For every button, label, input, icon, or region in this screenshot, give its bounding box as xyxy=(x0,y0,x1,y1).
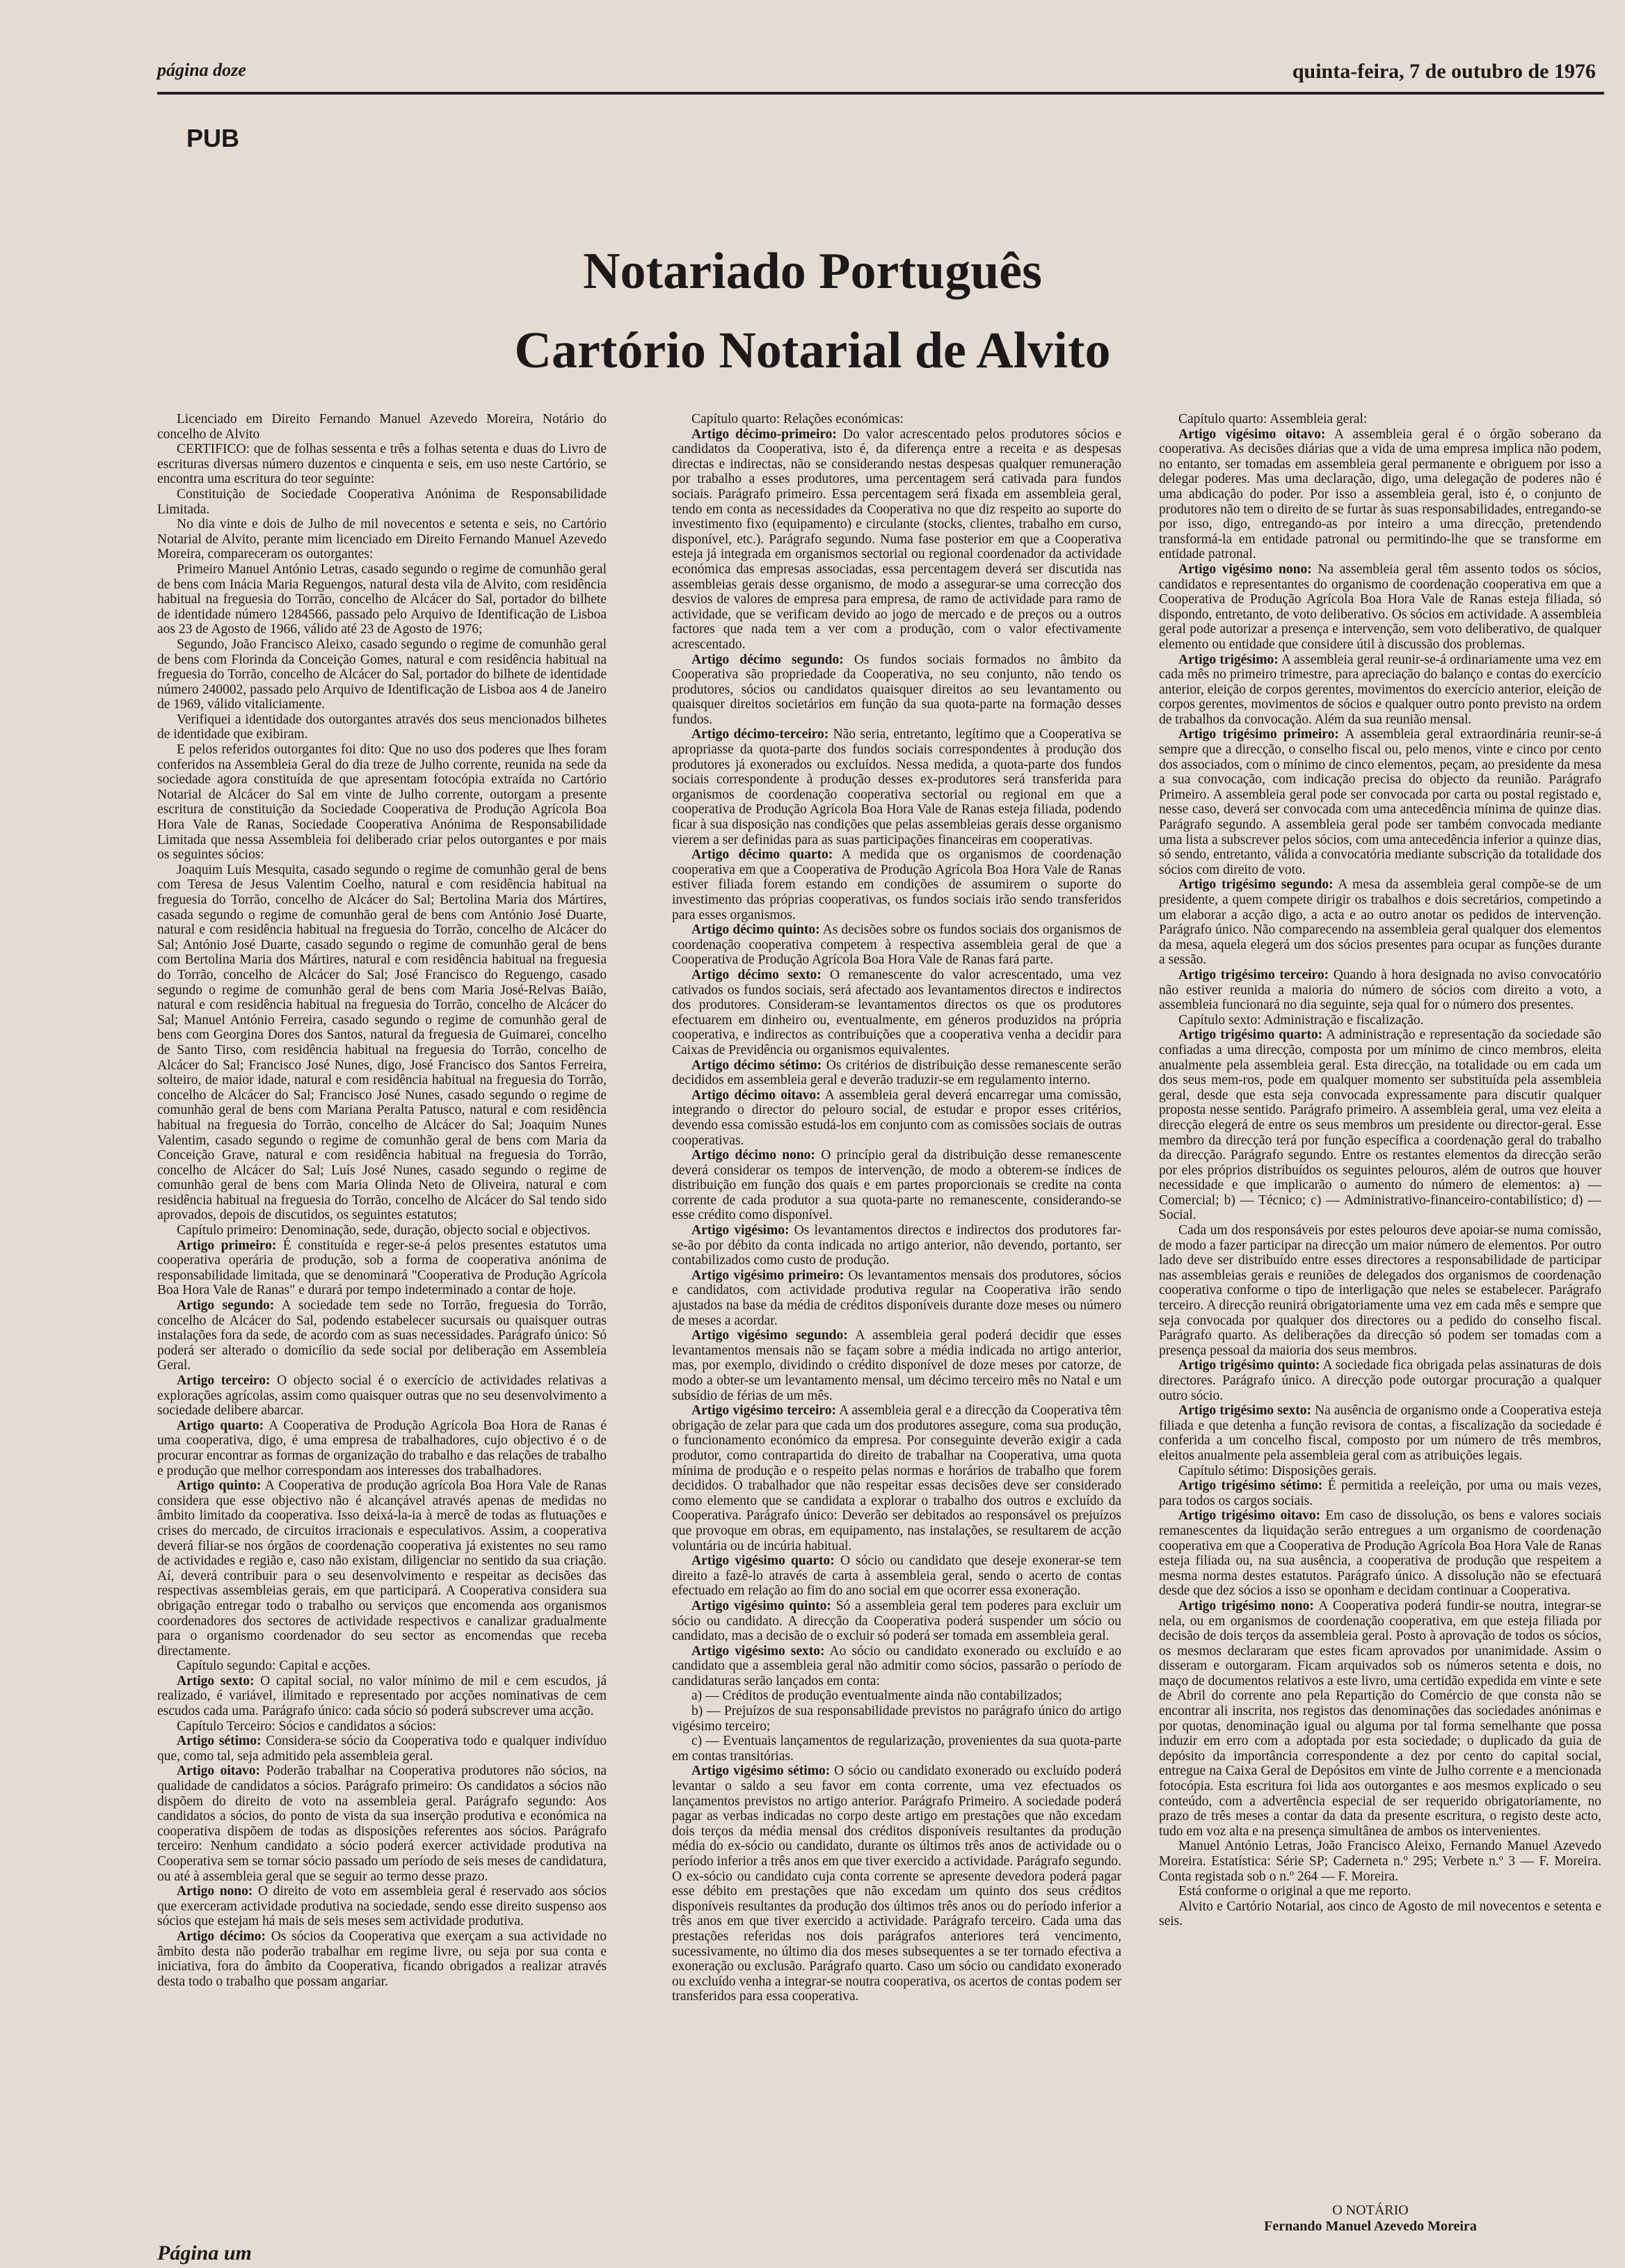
paragraph xyxy=(157,517,607,562)
paragraph-text: As decisões sobre os fundos sociais dos organismos de coordenação cooperativa competem à respectiva assembleia geral de que a Cooperativa de Produção Agrícola Boa Hora Vale de Ranas fará parte. xyxy=(672,923,1121,968)
paragraph-text: Os sócios da Cooperativa que exerçam a sua actividade no âmbito desta não poderão trabalhar em regime livre, ou seja por sua conta e iniciativa, fora do âmbito da Cooperativa, ficando obrigados a realizar através desta todo o trabalho que possam angariar. xyxy=(157,1928,607,1989)
paragraph xyxy=(157,1764,607,1884)
paragraph-text: A sociedade fica obrigada pelas assinaturas de dois directores. Parágrafo único. A direcção pode outorgar procuração a qualquer outro sócio. xyxy=(1159,1358,1601,1403)
paragraph-text: Capítulo primeiro: Denominação, sede, duração, objecto social e objectivos. xyxy=(177,1223,591,1238)
article-label: Artigo trigésimo sétimo: xyxy=(1178,1478,1323,1494)
article-label: Artigo trigésimo quinto: xyxy=(1178,1358,1320,1373)
paragraph-text: Poderão trabalhar na Cooperativa produtores não sócios, na qualidade de candidatos a sócios. Parágrafo primeiro: Os candidatos a sócios não dispõem do direito de voto na assembleia geral. Parágrafo segundo: Aos candidatos a sócios, do ponto de vista da sua inserção produtiva e económica na cooperativa dispõem de todas as disposições referentes aos sócios. Parágrafo terceiro: Nenhum candidato a sócio poderá exercer actividade produtiva na Cooperativa sem se tornar sócio passado um período de seis meses de candidatura, ou até à assembleia geral que se seguir ao termo desse prazo. xyxy=(157,1764,607,1884)
paragraph-text: A assembleia geral deverá encarregar uma comissão, integrando o director do pelouro social, de estudar e propor esses critérios, devendo essa comissão estudá-los em conjunto com as comissões sociais de outras cooperativas. xyxy=(672,1087,1121,1148)
paragraph-text: Cada um dos responsáveis por estes pelouros deve apoiar-se numa comissão, de modo a fazer participar na direcção um maior número de elementos. Por outro lado deve ser distribuído entre esses directores a responsabilidade de participar nas assembleias gerais e reuniões de delegados dos organismos de coordenação cooperativa conforme o tipo de interligação que neles se estabelecer. Parágrafo terceiro. A direcção reunirá obrigatoriamente uma vez em cada mês e sempre que seja convocada por qualquer dos directores ou a pedido do conselho fiscal. Parágrafo quarto. As deliberações da direcção só podem ser tomadas com a presença pessoal da maioria dos seus membros. xyxy=(1159,1223,1601,1358)
paragraph xyxy=(672,1403,1121,1554)
paragraph-text: O direito de voto em assembleia geral é reservado aos sócios que exerceram actividade produtiva na sociedade, sendo esse direito suspenso aos sócios que estejam há mais de seis meses sem actividade produtiva. xyxy=(157,1884,607,1929)
paragraph xyxy=(157,442,607,487)
paragraph-text: Licenciado em Direito Fernando Manuel Azevedo Moreira, Notário do concelho de Alvito xyxy=(157,412,607,442)
paragraph xyxy=(1159,1839,1601,1884)
paragraph xyxy=(157,1238,607,1298)
paragraph xyxy=(157,1674,607,1719)
paragraph-text: Considera-se sócio da Cooperativa todo e qualquer indivíduo que, como tal, seja admitido pela assembleia geral. xyxy=(157,1734,607,1764)
paragraph-text: A medida que os organismos de coordenação cooperativa em que a Cooperativa de Produção Agrícola Boa Hora Vale de Ranas estiver filiada forem estando em condições de assumirem o suporte do investimento das próprias cooperativas, os fundos sociais irão sendo transferidos para esses organismos. xyxy=(672,847,1121,923)
article-label: Artigo vigésimo segundo: xyxy=(691,1328,848,1343)
article-label: Artigo segundo: xyxy=(177,1298,275,1313)
paragraph-text: O sócio ou candidato que deseje exonerar-se tem direito a fazê-lo através de carta à assembleia geral, sendo o acerto de contas efectuado em relação ao fim do ano social em que ocorrer essa exoneração. xyxy=(672,1554,1121,1599)
paragraph xyxy=(672,923,1121,968)
article-label: Artigo décimo: xyxy=(177,1928,266,1944)
paragraph xyxy=(157,1298,607,1373)
article-label: Artigo décimo quarto: xyxy=(691,847,833,863)
article-label: Artigo vigésimo sexto: xyxy=(691,1643,825,1659)
paragraph xyxy=(672,1764,1121,2004)
article-label: Artigo vigésimo sétimo: xyxy=(691,1764,831,1779)
paragraph-text: É permitida a reeleição, por uma ou mais vezes, para todos os cargos sociais. xyxy=(1159,1478,1601,1508)
article-label: Artigo vigésimo oitavo: xyxy=(1178,426,1326,442)
paragraph xyxy=(157,1734,607,1764)
paragraph xyxy=(157,742,607,863)
paragraph xyxy=(157,637,607,712)
article-label: Artigo décimo oitavo: xyxy=(691,1087,821,1103)
paragraph-text: Não seria, entretanto, legítimo que a Cooperativa se apropriasse da quota-parte dos fundos sociais correspondentes à produção dos produtores já exonerados ou excluídos. Nessa medida, a quota-parte dos fundos sociais correspondente à produção desses ex-produtores será transferida para organismos de coordenação cooperativa sectorial ou regional em que a cooperativa de Produção Agrícola Boa Hora Vale de Ranas esteja filiada, podendo ficar à sua disposição nas condições que pelas assembleias gerais desse organismo vierem a ser definidas para as suas participações financeiras em cooperativas. xyxy=(672,727,1121,847)
paragraph-text: Verifiquei a identidade dos outorgantes através dos seus mencionados bilhetes de identidade que exibiram. xyxy=(157,712,607,742)
paragraph-text: A sociedade tem sede no Torrão, freguesia do Torrão, concelho de Alcácer do Sal, podendo estabelecer sucursais ou quaisquer outras instalações fora da sede, de acordo com as suas necessidades. Parágrafo único: Só poderá ser alterado o domicílio da sede social por deliberação em Assembleia Geral. xyxy=(157,1298,607,1373)
paragraph-text: A mesa da assembleia geral compõe-se de um presidente, a quem compete dirigir os trabalhos e dois secretários, competindo a um elaborar a acção digo, a acta e ao outro anotar os pedidos de intervenção. Parágrafo único. Não comparecendo na assembleia geral qualquer dos elementos da mesa, aquela elegerá um dos sócios presentes para ocupar as funções durante a sessão. xyxy=(1159,877,1601,968)
signature-block xyxy=(1224,2203,1516,2235)
signature-title: O NOTÁRIO xyxy=(1332,2203,1409,2218)
paragraph-text: a) — Créditos de produção eventualmente ainda não contabilizados; xyxy=(691,1688,1062,1704)
section-tag: PUB xyxy=(186,124,240,152)
paragraph-text: A Cooperativa de Produção Agrícola Boa Hora de Ranas é uma cooperativa, digo, é uma empresa de trabalhadores, cujo objectivo é o de procurar encontrar as formas de organização do trabalho e das relações de trabalho e produção que melhor correspondam aos interesses dos trabalhadores. xyxy=(157,1418,607,1478)
paragraph xyxy=(672,412,1121,427)
paragraph xyxy=(1159,968,1601,1013)
article-label: Artigo décimo sexto: xyxy=(691,967,822,982)
paragraph xyxy=(157,562,607,637)
paragraph xyxy=(672,1734,1121,1764)
paragraph xyxy=(1159,1028,1601,1223)
paragraph-text: O princípio geral da distribuição desse remanescente deverá considerar os tempos de intervenção, de modo a obterem-se índices de distribuição em função dos quais e em partes proporcionais se credite na conta corrente de cada produtor a sua quota-parte no remanescente, considerando-se esse crédito como disponível. xyxy=(672,1148,1121,1223)
article-label: Artigo décimo quinto: xyxy=(691,923,820,938)
paragraph xyxy=(672,1554,1121,1599)
paragraph xyxy=(1159,1478,1601,1508)
paragraph-text: O objecto social é o exercício de actividades relativas a explorações agrícolas, assim como quaisquer outras que no seu desenvolvimento a sociedade delibere abarcar. xyxy=(157,1373,607,1419)
article-label: Artigo vigésimo terceiro: xyxy=(691,1403,836,1419)
paragraph xyxy=(672,1223,1121,1268)
issue-date: quinta-feira, 7 de outubro de 1976 xyxy=(1292,60,1596,83)
paragraph xyxy=(672,1148,1121,1223)
paragraph-text: Constituição de Sociedade Cooperativa Anónima de Responsabilidade Limitada. xyxy=(157,486,607,517)
paragraph xyxy=(1159,653,1601,728)
article-label: Artigo primeiro: xyxy=(177,1238,277,1253)
paragraph xyxy=(672,968,1121,1058)
article-label: Artigo vigésimo: xyxy=(691,1223,790,1238)
page-label: página doze xyxy=(157,60,246,80)
paragraph-text: Na assembleia geral têm assento todos os sócios, candidatos e representantes do organismo de coordenação cooperativa em que a Cooperativa de Produção Agrícola Boa Hora Vale de Ranas esteja filiada, só dispondo, entretanto, de voto deliberativo. Os sócios em actividade. A assembleia geral pode autorizar a presença e intervenção, sem voto deliberativo, de qualquer elemento ou entidade que considere útil à discussão dos problemas. xyxy=(1159,561,1601,652)
paragraph-text: A Cooperativa poderá fundir-se noutra, integrar-se nela, ou em organismos de coordenação cooperativa, em que esteja filiada por decisão de dois terços da assembleia geral. Posto à aprovação de todos os sócios, os mesmos declararam que estes ficam aprovados por unanimidade. Assim o disseram e outorgaram. Ficam arquivados sob os números setenta e dois, no maço de documentos relativos a este livro, uma certidão expedida em vinte e sete de Abril do corrente ano pela Repartição do Comércio de que consta não se encontrar ali inscrita, nos registos das denominações das sociedades anónimas e por quotas, denominação igual ou alguma por tal forma semelhante que possa induzir em erro com a adoptada por esta sociedade; o duplicado da guia de depósito da importância correspondente a dez por cento do capital social, entregue na Caixa Geral de Depósitos em vinte de Julho corrente e a mencionada fotocópia. Esta escritura foi lida aos outorgantes e aos mesmos explicado o seu conteúdo, com a advertência especial de ser requerido obrigatoriamente, no prazo de três meses a contar da data da presente escritura, o registo deste acto, tudo em voz alta e na presença simultânea de ambos os intervenientes. xyxy=(1159,1598,1601,1839)
paragraph xyxy=(157,1659,607,1674)
article-label: Artigo trigésimo oitavo: xyxy=(1178,1508,1321,1524)
paragraph-text: Na ausência de organismo onde a Cooperativa esteja filiada e que detenha a função revisora de contas, a fiscalização da sociedade é conferida a um concelho fiscal, composto por um número de três membros, eleitos anualmente pela assembleia geral com as atribuições legais. xyxy=(1159,1403,1601,1463)
paragraph-text: O remanescente do valor acrescentado, uma vez cativados os fundos sociais, será afectado aos levantamentos directos e indirectos dos produtores. Consideram-se levantamentos directos os que os produtores efectuarem em dinheiro ou, eventualmente, em géneros produzidos na própria cooperativa, e indirectos as contribuições que a cooperativa venha a decidir para Caixas de Previdência ou organismos equivalentes. xyxy=(672,967,1121,1057)
paragraph xyxy=(1159,1223,1601,1358)
paragraph xyxy=(157,1884,607,1929)
paragraph xyxy=(672,427,1121,653)
paragraph-text: A assembleia geral é o órgão soberano da cooperativa. As decisões diárias que a vida de uma empresa implica não podem, no entanto, ser tomadas em assembleia geral permanente e obriguem por isso a delegar poderes. Mas uma declaração, digo, uma delegação de poderes não é uma abdicação do poder. Por isso a assembleia geral, isto é, o conjunto de produtores não tem o direito de se furtar às suas responsabilidades, entregando-se por isso, digo, entregando-as por inteiro a uma direcção, pretendendo transformá-la em entidade patronal ou permitindo-lhe que se transforme em entidade patronal. xyxy=(1159,426,1601,562)
paragraph xyxy=(672,1704,1121,1734)
paragraph-text: Quando à hora designada no aviso convocatório não estiver reunida a maioria do número de sócios com direito a voto, a assembleia funcionará no dia seguinte, seja qual for o número dos presentes. xyxy=(1159,967,1601,1013)
article-label: Artigo trigésimo: xyxy=(1178,652,1279,667)
article-label: Artigo trigésimo nono: xyxy=(1178,1598,1314,1613)
paragraph-text: Capítulo sétimo: Disposições gerais. xyxy=(1178,1463,1377,1478)
paragraph xyxy=(157,1929,607,1989)
paragraph-text: CERTIFICO: que de folhas sessenta e três a folhas setenta e duas do Livro de escrituras diversas número duzentos e cinquenta e seis, em uso neste Cartório, se encontra uma escritura do teor seguinte: xyxy=(157,442,607,487)
paragraph xyxy=(1159,1884,1601,1899)
paragraph xyxy=(672,1599,1121,1644)
paragraph xyxy=(672,727,1121,847)
paragraph-text: A assembleia geral extraordinária reunir-se-á sempre que a direcção, o conselho fiscal ou, pelo menos, vinte e cinco por cento dos associados, com o mínimo de cinco elementos, peçam, ao presidente da mesa a sua convocação, com indicação precisa do objecto da reunião. Parágrafo Primeiro. A assembleia geral pode ser convocada por carta ou postal registado e, nesse caso, deverá ser convocada com uma antecedência mínima de quinze dias. Parágrafo segundo. A assembleia geral pode ser também convocada mediante uma lista a subscrever pelos sócios, com uma antecedência inferior a quinze dias, só sendo, entretanto, válida a convocatória mediante subscrição da totalidade dos sócios com direito de voto. xyxy=(1159,727,1601,877)
paragraph-text: A assembleia geral e a direcção da Cooperativa têm obrigação de zelar para que cada um dos produtores assegure, coma sua produção, o funcionamento económico da empresa. Por conseguinte deverão exigir a cada produtor, como contrapartida do direito de trabalhar na Cooperativa, uma quota mínima de produção e o respeito pelas normas e horários de trabalho que forem decididos. O trabalhador que não respeitar essas decisões deve ser considerado como elemento que se candidata a explorar o trabalho dos outros e excluído da Cooperativa. Parágrafo único: Deverão ser debitados ao responsável os prejuízos que provoque em obras, em equipamento, nas instalações, se resultarem de acção voluntária ou de incúria habitual. xyxy=(672,1403,1121,1554)
paragraph-text: A assembleia geral reunir-se-á ordinariamente uma vez em cada mês no primeiro trimestre, para apreciação do balanço e contas do exercício anterior, eleição de corpos gerentes, movimentos do exercício anterior, eleição de corpos gerentes, movimentos de sócios e qualquer outro ponto previsto na ordem de trabalhos da convocação. Além da sua reunião mensal. xyxy=(1159,652,1601,727)
article-label: Artigo nono: xyxy=(177,1884,253,1899)
paragraph xyxy=(157,412,607,442)
text-column-1 xyxy=(157,412,607,2235)
paragraph xyxy=(1159,427,1601,562)
paragraph xyxy=(157,1419,607,1478)
article-label: Artigo trigésimo sexto: xyxy=(1178,1403,1311,1419)
paragraph-text: Em caso de dissolução, os bens e valores sociais remanescentes da liquidação serão entregues a um organismo de coordenação cooperativa em que a Cooperativa de Produção Agrícola Boa Hora Vale de Ranas esteja filiada ou, na sua ausência, a cooperativa de produção que respeitem a mesma norma destes estatutos. Parágrafo único. A dissolução não se efectuará desde que dez sócios a isso se oponham e decidam continuar a Cooperativa. xyxy=(1159,1508,1601,1599)
paragraph xyxy=(672,1644,1121,1689)
footer-label: Página um xyxy=(157,2242,252,2265)
article-label: Artigo oitavo: xyxy=(177,1764,260,1779)
paragraph-text: Está conforme o original a que me reporto. xyxy=(1178,1884,1411,1899)
paragraph-text: E pelos referidos outorgantes foi dito: Que no uso dos poderes que lhes foram conferidos na Assembleia Geral do dia treze de Julho corrente, reunida na sede da sociedade agora constituída de que apresentam fotocópia extraída no Cartório Notarial de Alcácer do Sal em vinte de Julho corrente, outorgam a presente escritura de constituição da Sociedade Cooperativa de Produção Agrícola Boa Hora Vale de Ranas, Sociedade Cooperativa Anónima de Responsabilidade Limitada que nessa Assembleia foi deliberado criar pelos outorgantes e por mais os seguintes sócios: xyxy=(157,742,607,863)
article-label: Artigo sexto: xyxy=(177,1673,255,1688)
paragraph xyxy=(157,1719,607,1734)
paragraph xyxy=(672,1328,1121,1403)
paragraph-text: Capítulo quarto: Relações económicas: xyxy=(691,412,904,426)
text-column-3 xyxy=(1159,412,1601,1928)
paragraph xyxy=(1159,1508,1601,1599)
paragraph xyxy=(1159,562,1601,653)
paragraph xyxy=(1159,1358,1601,1403)
paragraph xyxy=(157,863,607,1223)
article-label: Artigo vigésimo quarto: xyxy=(691,1554,835,1569)
paragraph xyxy=(157,487,607,517)
article-label: Artigo vigésimo quinto: xyxy=(691,1598,831,1613)
paragraph-text: Capítulo segundo: Capital e acções. xyxy=(177,1659,371,1674)
article-label: Artigo vigésimo nono: xyxy=(1178,561,1312,577)
paragraph xyxy=(1159,1599,1601,1839)
paragraph-text: Capítulo Terceiro: Sócios e candidatos a sócios: xyxy=(177,1718,437,1734)
paragraph xyxy=(672,1088,1121,1148)
paragraph xyxy=(672,1268,1121,1328)
paragraph xyxy=(157,1478,607,1659)
paragraph xyxy=(672,1688,1121,1704)
paragraph xyxy=(157,712,607,742)
paragraph xyxy=(1159,1899,1601,1928)
paragraph-text: O sócio ou candidato exonerado ou excluído poderá levantar o saldo a seu favor em conta corrente, uma vez efectuados os lançamentos previstos no artigo anterior. Parágrafo Primeiro. A sociedade poderá pagar as verbas indicadas no corpo deste artigo em prestações que não excedam dois terços da média mensal dos créditos disponíveis resultantes da produção média do ex-sócio ou candidato, durante os últimos três anos de actividade ou o período inferior a três anos em que tiver exercido a actividade. Parágrafo segundo. O ex-sócio ou candidato cuja conta corrente se apresente devedora poderá pagar esse débito em prestações que não excedam um quinto dos seus créditos disponíveis resultantes da produção dos últimos três anos ou do período inferior a três anos em que tiver exercido a actividade. Parágrafo terceiro. Cada uma das prestações referidas nos dois parágrafos anteriores terá vencimento, sucessivamente, no último dia dos meses subsequentes a se ter tornado efectiva a exoneração ou exclusão. Parágrafo quarto. Caso um sócio ou candidato exonerado ou excluído venha a integrar-se noutra cooperativa, os acertos de contas podem ser transferidos para essa cooperativa. xyxy=(672,1764,1121,2004)
article-label: Artigo trigésimo terceiro: xyxy=(1178,967,1329,982)
article-label: Artigo décimo nono: xyxy=(691,1148,815,1163)
header-rule xyxy=(157,92,1604,95)
paragraph xyxy=(672,1058,1121,1088)
paragraph xyxy=(1159,412,1601,427)
paragraph-text: Os critérios de distribuição desse remanescente serão decididos em assembleia geral e deverão traduzir-se em regulamento interno. xyxy=(672,1057,1121,1088)
article-label: Artigo trigésimo segundo: xyxy=(1178,877,1334,893)
paragraph-text: Só a assembleia geral tem poderes para excluir um sócio ou candidato. A direcção da Cooperativa poderá suspender um sócio ou candidato, mas a decisão de o excluir só poderá ser tomada em assembleia geral. xyxy=(672,1598,1121,1644)
paragraph xyxy=(1159,1403,1601,1463)
paragraph-text: Segundo, João Francisco Aleixo, casado segundo o regime de comunhão geral de bens com Florinda da Conceição Gomes, natural e com residência habitual na freguesia do Torrão, concelho de Alcácer do Sal, portador do bilhete de identidade número 240002, passado pelo Arquivo de Identificação de Lisboa aos 4 de Janeiro de 1969, válido vitaliciamente. xyxy=(157,637,607,712)
article-label: Artigo quinto: xyxy=(177,1478,262,1494)
paragraph-text: O capital social, no valor mínimo de mil e cem escudos, já realizado, é variável, ilimitado e representado por acções nominativas de cem escudos cada uma. Parágrafo único: cada sócio só poderá subscrever uma acção. xyxy=(157,1673,607,1719)
paragraph xyxy=(1159,1464,1601,1479)
paragraph xyxy=(157,1223,607,1238)
paragraph-text: Alvito e Cartório Notarial, aos cinco de Agosto de mil novecentos e setenta e seis. xyxy=(1159,1899,1601,1928)
signature-name: Fernando Manuel Azevedo Moreira xyxy=(1264,2219,1477,2234)
article-label: Artigo vigésimo primeiro: xyxy=(691,1268,844,1283)
paragraph xyxy=(672,653,1121,728)
article-label: Artigo terceiro: xyxy=(177,1373,271,1388)
article-label: Artigo décimo sétimo: xyxy=(691,1057,822,1073)
paragraph-text: Primeiro Manuel António Letras, casado segundo o regime de comunhão geral de bens com Inácia Maria Reguengos, natural desta vila de Alvito, com residência habitual na freguesia do Torrão, concelho de Alcácer do Sal, portador do bilhete de identidade número 1284566, passado pelo Arquivo de Identificação de Lisboa aos 23 de Agosto de 1966, válido até 23 de Agosto de 1976; xyxy=(157,561,607,637)
paragraph-text: É constituída e reger-se-á pelos presentes estatutos uma cooperativa operária de produção, sob a forma de cooperativa anónima de responsabilidade limitada, que se denominará "Cooperativa de Produção Agrícola Boa Hora Vale de Ranas" e durará por tempo indeterminado a contar de hoje. xyxy=(157,1238,607,1298)
paragraph-text: A Cooperativa de produção agrícola Boa Hora Vale de Ranas considera que esse objectivo não é alcançável através apenas de medidas no âmbito limitado da cooperativa. Isso deixá-la-ia à mercê de todas as flutuações e crises do mercado, de circuitos irracionais e especulativos. Assim, a cooperativa deverá filiar-se nos órgãos de coordenação cooperativa já existentes no seu ramo de actividades e região e, caso não existam, diligenciar no sentido da sua criação. Aí, deverá contribuir para o seu desenvolvimento e respeitar as decisões das respectivas assembleias gerais, em que participará. A Cooperativa considera sua obrigação entregar todo o trabalho ou serviços que encomenda aos organismos coordenadores dos sectores de actividade respectivos e canalizar gradualmente para o organismo coordenador do seu sector as encomendas que receba directamente. xyxy=(157,1478,607,1659)
page-title: Notariado Português xyxy=(583,243,1042,300)
paragraph-text: Do valor acrescentado pelos produtores sócios e candidatos da Cooperativa, isto é, da diferença entre a receita e as despesas directas e indirectas, não se considerando nestas despesas qualquer remuneração por trabalho a esses produtores, uma percentagem será cativada para fundos sociais. Parágrafo primeiro. Essa percentagem será fixada em assembleia geral, tendo em conta as necessidades da Cooperativa no que diz respeito ao suporte do investimento fixo (equipamento) e circulante (stocks, clientes, trabalho em curso, disponível, etc.). Parágrafo segundo. Numa fase posterior em que a Cooperativa esteja já integrada em organismos sectorial ou regional coordenador da actividade económica das empresas associadas, essa percentagem deverá ser discutida nas assembleias gerais desse organismo, de modo a assegurar-se uma correcção dos desvios de valores de empresa para empresa, de ramo de actividade para ramo de actividade, que se verificam devido ao jogo de mercado e de preços ou a outros factores que nada tem a ver com a produção, com o valor efectivamente acrescentado. xyxy=(672,426,1121,652)
paragraph-text: Os levantamentos directos e indirectos dos produtores far-se-ão por débito da conta indicada no artigo anterior, não devendo, portanto, ser contabilizados como custo de produção. xyxy=(672,1223,1121,1268)
paragraph-text: Joaquim Luís Mesquita, casado segundo o regime de comunhão geral de bens com Teresa de Jesus Valentim Coelho, natural e com residência habitual na freguesia do Torrão, concelho de Alcácer do Sal; Bertolina Maria dos Mártires, casada segundo o regime de comunhão geral de bens com António José Duarte, natural e com residência habitual na freguesia do Torrão, concelho de Alcácer do Sal; António José Duarte, casado segundo o regime de comunhão geral de bens com Bertolina Maria dos Mártires, natural e com residência habitual na freguesia do Torrão, concelho de Alcácer do Sal; José Francisco do Reguengo, casado segundo o regime de comunhão geral de bens com Maria José-Relvas Baião, natural e com residência habitual na freguesia do Torrão, concelho de Alcácer do Sal; Manuel António Ferreira, casado segundo o regime de comunhão geral de bens com Georgina Dores dos Santos, natural da freguesia de Guimarei, concelho de Santo Tirso, com residência habitual na freguesia do Torrão, concelho de Alcácer do Sal; Francisco José Nunes, digo, José Francisco dos Santos Ferreira, solteiro, de maior idade, natural e com residência habitual na freguesia do Torrão, concelho de Alcácer do Sal; Francisco José Nunes, casado segundo o regime de comunhão geral de bens com Mariana Peralta Patusco, natural e com residência habitual na freguesia do Torrão, concelho de Alcácer do Sal; Joaquim Nunes Valentim, casado segundo o regime de comunhão geral de bens com Maria da Conceição Grave, natural e com residência habitual na freguesia do Torrão, concelho de Alcácer do Sal; Luís José Nunes, casado segundo o regime de comunhão geral de bens com Maria Olinda Neto de Oliveira, natural e com residência habitual na freguesia do Torrão, concelho de Alcácer do Sal tendo sido aprovados, depois de discutidos, os seguintes estatutos; xyxy=(157,862,607,1223)
article-label: Artigo décimo-terceiro: xyxy=(691,727,829,742)
article-label: Artigo quarto: xyxy=(177,1418,264,1433)
paragraph-text: Os levantamentos mensais dos produtores, sócios e candidatos, com actividade produtiva regular na Cooperativa irão sendo ajustados na base da média de créditos disponíveis durante doze meses ou número de meses a acordar. xyxy=(672,1268,1121,1328)
article-label: Artigo décimo-primeiro: xyxy=(691,426,837,442)
article-label: Artigo sétimo: xyxy=(177,1734,262,1749)
paragraph-text: A administração e representação da sociedade são confiadas a uma direcção, composta por um mínimo de cinco membros, eleita anualmente pela assembleia geral. Esta direcção, na totalidade ou em cada um dos seus mem-ros, pode em qualquer momento ser substituída pela assembleia geral, desde que esta seja convocada expressamente para discutir qualquer proposta nesse sentido. Parágrafo primeiro. A assembleia geral, uma vez eleita a direcção elegerá de entre os seus membros um presidente ou director-geral. Esse membro da direcção terá por função específica a coordenação geral do trabalho da direcção. Parágrafo segundo. Entre os restantes elementos da direcção serão por eles próprios distribuídos os seguintes pelouros, além de outros que houver necessidade e que implicarão o aumento do número de elementos: a) — Comercial; b) — Técnico; c) — Administrativo-financeiro-contabilístico; d) — Social. xyxy=(1159,1028,1601,1223)
paragraph xyxy=(1159,877,1601,968)
paragraph-text: Ao sócio ou candidato exonerado ou excluído e ao candidato que a assembleia geral não admitir como sócios, passarão o período de candidaturas serão lançados em conta: xyxy=(672,1643,1121,1688)
article-label: Artigo trigésimo primeiro: xyxy=(1178,727,1339,742)
paragraph-text: Capítulo sexto: Administração e fiscalização. xyxy=(1178,1012,1424,1028)
page-subtitle: Cartório Notarial de Alvito xyxy=(514,322,1111,379)
article-label: Artigo trigésimo quarto: xyxy=(1178,1028,1323,1043)
paragraph-text: Manuel António Letras, João Francisco Aleixo, Fernando Manuel Azevedo Moreira. Estatística: Série SP; Caderneta n.º 295; Verbete n.º 3 — F. Moreira. Conta registada sob o n.º 264 — F. Moreira. xyxy=(1159,1839,1601,1884)
paragraph-text: A assembleia geral poderá decidir que esses levantamentos mensais não se façam sobre a média indicada no artigo anterior, mas, por exemplo, dividindo o crédito disponível de doze meses por catorze, de modo a obter-se um levantamento mensal, um décimo terceiro mês no Natal e um subsídio de férias de um mês. xyxy=(672,1328,1121,1403)
paragraph-text: No dia vinte e dois de Julho de mil novecentos e setenta e seis, no Cartório Notarial de Alvito, perante mim licenciado em Direito Fernando Manuel Azevedo Moreira, compareceram os outorgantes: xyxy=(157,517,607,562)
paragraph xyxy=(157,1373,607,1419)
paragraph xyxy=(672,847,1121,923)
paragraph xyxy=(1159,727,1601,877)
paragraph-text: Os fundos sociais formados no âmbito da Cooperativa são propriedade da Cooperativa, no seu conjunto, não tendo os produtores, sócios ou candidatos quaisquer direitos ao seu levantamento ou quaisquer direitos societários em função da sua quota-parte na formação desses fundos. xyxy=(672,652,1121,727)
article-label: Artigo décimo segundo: xyxy=(691,652,844,667)
paragraph-text: c) — Eventuais lançamentos de regularização, provenientes da sua quota-parte em contas transitórias. xyxy=(672,1734,1121,1764)
paragraph-text: Capítulo quarto: Assembleia geral: xyxy=(1178,412,1368,426)
text-column-2 xyxy=(672,412,1121,2214)
paragraph-text: b) — Prejuízos de sua responsabilidade previstos no parágrafo único do artigo vigésimo terceiro; xyxy=(672,1704,1121,1734)
paragraph xyxy=(1159,1013,1601,1028)
